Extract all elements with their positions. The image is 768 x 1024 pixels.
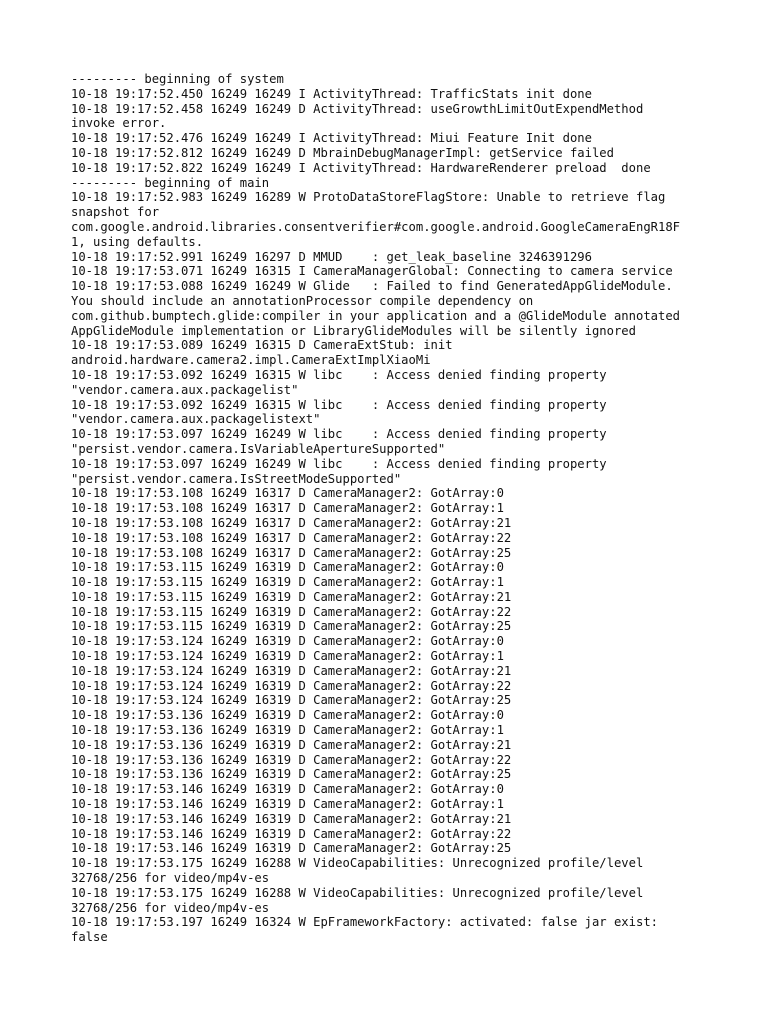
log-line: 10-18 19:17:53.136 16249 16319 D CameraManager2: GotArray:1 (71, 723, 504, 738)
log-line: 10-18 19:17:53.124 16249 16319 D CameraManager2: GotArray:1 (71, 649, 504, 664)
log-line: 10-18 19:17:53.071 16249 16315 I CameraManagerGlobal: Connecting to camera service (71, 264, 673, 279)
log-line: 10-18 19:17:52.458 16249 16249 D ActivityThread: useGrowthLimitOutExpendMethod (71, 101, 644, 116)
log-line: 1, using defaults. (71, 234, 204, 249)
log-line: snapshot for (71, 205, 160, 220)
log-line: 32768/256 for video/mp4v-es (71, 871, 270, 886)
log-line: 10-18 19:17:53.092 16249 16315 W libc : Access denied finding property (71, 397, 607, 412)
log-line: 10-18 19:17:53.115 16249 16319 D CameraManager2: GotArray:21 (71, 589, 512, 604)
log-line: 10-18 19:17:53.108 16249 16317 D CameraManager2: GotArray:25 (71, 545, 512, 560)
log-line: 10-18 19:17:53.108 16249 16317 D CameraManager2: GotArray:21 (71, 515, 512, 530)
log-line: 10-18 19:17:53.136 16249 16319 D CameraManager2: GotArray:21 (71, 737, 512, 752)
log-line: 10-18 19:17:53.097 16249 16249 W libc : Access denied finding property (71, 456, 607, 471)
log-line: 10-18 19:17:53.115 16249 16319 D CameraManager2: GotArray:1 (71, 575, 504, 590)
log-line: 10-18 19:17:52.812 16249 16249 D MbrainDebugManagerImpl: getService failed (71, 145, 614, 160)
log-line: 10-18 19:17:53.115 16249 16319 D CameraManager2: GotArray:0 (71, 560, 504, 575)
log-line: 10-18 19:17:53.124 16249 16319 D CameraManager2: GotArray:22 (71, 678, 512, 693)
log-line: 10-18 19:17:53.146 16249 16319 D CameraManager2: GotArray:22 (71, 826, 512, 841)
log-line: 10-18 19:17:52.450 16249 16249 I ActivityThread: TrafficStats init done (71, 86, 592, 101)
log-line: 10-18 19:17:53.088 16249 16249 W Glide : Failed to find GeneratedAppGlideModule. (71, 279, 673, 294)
log-line: 10-18 19:17:53.136 16249 16319 D CameraManager2: GotArray:22 (71, 752, 512, 767)
log-line: 10-18 19:17:53.146 16249 16319 D CameraManager2: GotArray:25 (71, 841, 512, 856)
log-line: "vendor.camera.aux.packagelistext" (71, 412, 321, 427)
log-line: invoke error. (71, 116, 167, 131)
log-line: You should include an annotationProcessor compile dependency on (71, 293, 534, 308)
log-line: 10-18 19:17:53.175 16249 16288 W VideoCapabilities: Unrecognized profile/level (71, 885, 644, 900)
log-line: 10-18 19:17:53.108 16249 16317 D CameraManager2: GotArray:0 (71, 486, 504, 501)
log-line: 10-18 19:17:53.115 16249 16319 D CameraManager2: GotArray:25 (71, 619, 512, 634)
log-line: 10-18 19:17:53.146 16249 16319 D CameraManager2: GotArray:0 (71, 782, 504, 797)
log-line: 10-18 19:17:53.092 16249 16315 W libc : Access denied finding property (71, 367, 607, 382)
log-line: 10-18 19:17:53.175 16249 16288 W VideoCapabilities: Unrecognized profile/level (71, 856, 644, 871)
log-line: 10-18 19:17:52.983 16249 16289 W ProtoDataStoreFlagStore: Unable to retrieve flag (71, 190, 666, 205)
log-line: false (71, 930, 108, 945)
log-line: 10-18 19:17:53.146 16249 16319 D CameraManager2: GotArray:21 (71, 811, 512, 826)
log-line: "persist.vendor.camera.IsVariableApertureSupported" (71, 441, 446, 456)
log-line: "persist.vendor.camera.IsStreetModeSupported" (71, 471, 402, 486)
log-line: 10-18 19:17:52.991 16249 16297 D MMUD : get_leak_baseline 3246391296 (71, 249, 592, 264)
log-line: 10-18 19:17:52.476 16249 16249 I ActivityThread: Miui Feature Init done (71, 131, 592, 146)
log-line: --------- beginning of system (71, 72, 284, 86)
log-line: 10-18 19:17:53.115 16249 16319 D CameraManager2: GotArray:22 (71, 604, 512, 619)
log-line: 10-18 19:17:53.146 16249 16319 D CameraManager2: GotArray:1 (71, 797, 504, 812)
log-line: 10-18 19:17:53.124 16249 16319 D CameraManager2: GotArray:0 (71, 634, 504, 649)
log-line: 10-18 19:17:53.108 16249 16317 D CameraManager2: GotArray:22 (71, 530, 512, 545)
log-line: android.hardware.camera2.impl.CameraExtImplXiaoMi (71, 353, 431, 368)
log-line: 10-18 19:17:53.136 16249 16319 D CameraManager2: GotArray:0 (71, 708, 504, 723)
log-line: 32768/256 for video/mp4v-es (71, 900, 270, 915)
log-line: 10-18 19:17:53.089 16249 16315 D CameraExtStub: init (71, 338, 453, 353)
log-line: com.github.bumptech.glide:compiler in your application and a @GlideModule annotated (71, 308, 681, 323)
log-line: 10-18 19:17:52.822 16249 16249 I ActivityThread: HardwareRenderer preload done (71, 160, 651, 175)
log-line: "vendor.camera.aux.packagelist" (71, 382, 299, 397)
log-line: 10-18 19:17:53.197 16249 16324 W EpFrameworkFactory: activated: false jar exist: (71, 915, 658, 930)
log-line: 10-18 19:17:53.124 16249 16319 D CameraManager2: GotArray:25 (71, 693, 512, 708)
log-line: --------- beginning of main (71, 175, 270, 190)
log-line: 10-18 19:17:53.108 16249 16317 D CameraManager2: GotArray:1 (71, 501, 504, 516)
log-line: AppGlideModule implementation or LibraryGlideModules will be silently ignored (71, 323, 636, 338)
log-line: com.google.android.libraries.consentverifier#com.google.android.GoogleCameraEngR18F (71, 219, 681, 234)
log-line: 10-18 19:17:53.097 16249 16249 W libc : Access denied finding property (71, 427, 607, 442)
log-line: 10-18 19:17:53.124 16249 16319 D CameraManager2: GotArray:21 (71, 663, 512, 678)
log-line: 10-18 19:17:53.136 16249 16319 D CameraManager2: GotArray:25 (71, 767, 512, 782)
log-text (71, 72, 711, 945)
